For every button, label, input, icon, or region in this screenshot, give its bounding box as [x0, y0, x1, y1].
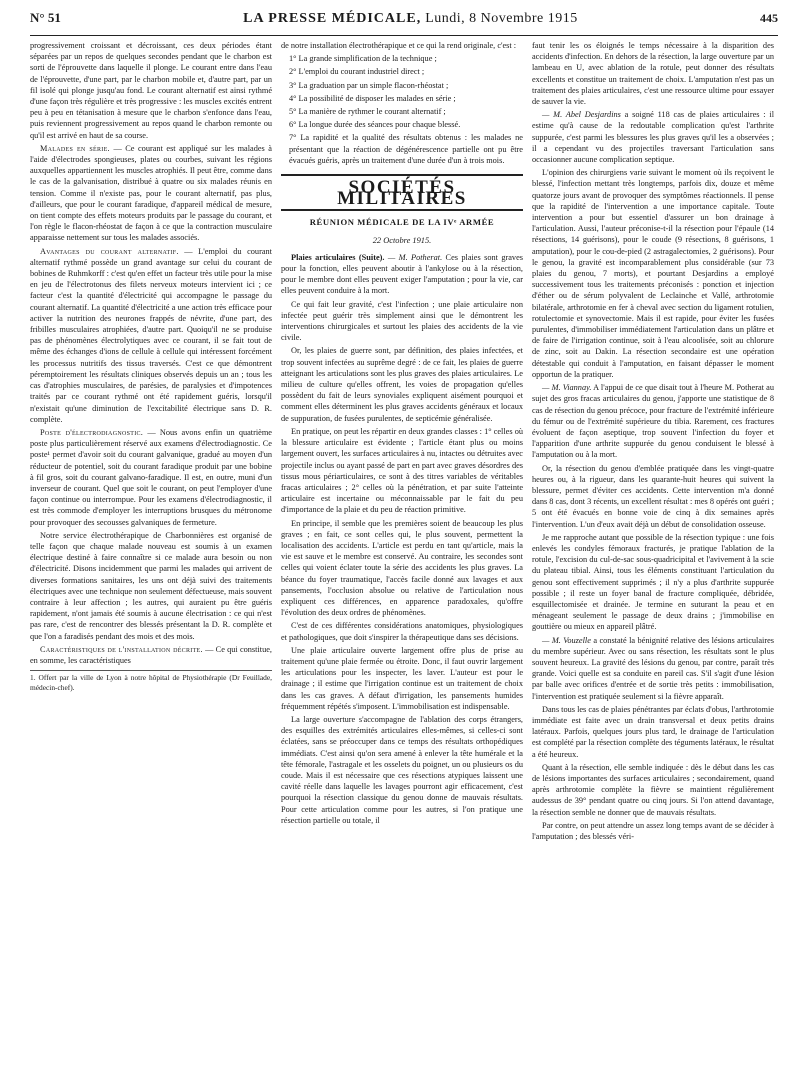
paragraph: Quant à la résection, elle semble indiquée : dès le début dans les cas de lésions importantes des surfaces articulaires ; secondairement, quand après arthrotomie complète la fièvre se maintient régulièrement audessus de 39° pendant quatre ou cinq jours. Si l'on attend davantage, la résection semble ne donner que de mauvais résultats.	[532, 762, 774, 817]
paragraph-text: — Nous avons enfin un quatrième poste plus particulièrement réservé aux examens d'électrodiagnostic. Ce poste¹ permet d'avoir soit du courant galvanique, gradué au moyen d'un réducteur de potentiel, soit du courant faradique produit par une bobine à fil gros, soit du courant galvano-faradique. Il est, en outre, muni d'un inverseur de courant. Quel que soit le courant, on peut l'employer d'une façon continue ou interrompue. Pour les examens d'électrodiagnostic, il est très commode d'employer les interruptions brusques du métronome pour provoquer des secousses galvaniques de fermeture.	[30, 427, 272, 527]
paragraph	[532, 382, 774, 460]
paragraph-text: a constaté la bénignité relative des lésions articulaires du membre supérieur. Avec ou sans résection, les résultats sont le plus souvent heureux. La gravité des lésions du genou, par contre, paraît très grande. Voici quelle est sa conduite en pareil cas. S'il s'agit d'une lésion par balle avec orifices d'entrée et de sortie très petits : immobilisation, l'intervention est pratiquée seulement si la fièvre apparaît.	[532, 635, 774, 701]
run-in-heading: Poste d'électrodiagnostic.	[40, 427, 144, 437]
list-item: 6° La longue durée des séances pour chaque blessé.	[289, 120, 461, 130]
paragraph: progressivement croissant et décroissant, ces deux périodes étant séparées par un repos de quelques secondes pendant que le charbon est sorti de l'éprouvette dans laquelle il plonge. Le courant entre dans l'eau de l'éprouvette, d'une part, par le charbon mobile et, d'autre part, par un fil isolé qui plonge jusqu'au fond. Le courant alternatif est ainsi rythmé d'une façon très régulière et très progressive : les muscles excités entrent peu à peu en tétanisation à mesure que le charbon s'enfonce dans l'eau, puis reviennent progressivement au repos quand le charbon remonte ou qu'il est arrivé en haut de sa course.	[30, 41, 272, 140]
text-columns	[30, 40, 778, 1080]
column-2	[281, 40, 523, 1080]
paragraph: La large ouverture s'accompagne de l'ablation des corps étrangers, des esquilles des extrémités articulaires elles-mêmes, si celles-ci sont éclatées, sans se préoccuper dans ce temps des résultats orthopédiques immédiats. C'est ainsi qu'on sera amené à enlever la tête humérale et la tête fémorale, l'astragale et les osselets du poignet, un ou plusieurs os du coude. Mais il est nécessaire que ces résections atypiques laissent une cavité réelle dans laquelle les lavages pourront agir efficacement, c'est pourquoi la résection classique du genou donne de mauvais résultats. Pour cette articulation comme pour les autres, si l'on pratique une résection partielle ou totale, il	[281, 714, 523, 825]
paragraph-text: a soigné 118 cas de plaies articulaires : il estime qu'à cause de la redoutable complication qu'est l'arthrite suppurée, c'est parmi les blessures les plus graves qu'il les a observées ; il a cependant vu des projectiles traversant l'articulation sans occasionner aucune complication septique.	[532, 110, 774, 165]
paragraph	[532, 109, 774, 165]
paragraph: Une plaie articulaire ouverte largement offre plus de prise au traitement qu'une plaie fermée ou étroite. Donc, il faut ouvrir largement les articulations pour les inspecter, les laver. L'auteur est pour le drainage ; il estime que l'irrigation continue est un traitement de choix dans les cas graves. A défaut d'irrigation, les pansements humides fréquemment répétés s'imposent. L'immobilisation est indispensable.	[281, 645, 523, 711]
paragraph: L'opinion des chirurgiens varie suivant le moment où ils reçoivent le blessé, l'infection mettant très longtemps, parfois dix, douze et même quatorze jours avant de provoquer des symptômes réactionnels. Il pense que la rapidité de l'intervention a une importance capitale. Toute intervention a pour but essentiel d'assurer un bon drainage à l'articulation. Aussi, l'auteur préconise-t-il la résection pour l'épaule (14 résections, 14 guérisons), pour le coude (9 résections, 8 guérisons, 1 amputation), pour le cou-de-pied (2 astragalectomies, 2 guérisons). Pour le genou, la gravité est incomparablement plus considérable (sur 73 plaies du genou, 7 morts), et pourtant Desjardins a employé successivement tous les traitements préconisés : ponction et injection d'éther ou de sérum polyvalent de Leclainche et Vallé, arthrotomie bilatérale, arthrotomie en fer à cheval avec section du ligament rotulien, rotulectomie et synovectomie. Mais il est rapide, pour éviter les fusées purulentes, d'immobiliser immédiatement l'articulation dans un plâtre et de faire de l'irrigation continue, soit à l'eau alcoolisée, soit au chlorure de zinc, soit au Dakin. La résection secondaire est une opération détestable qui conduit à l'amputation, en faisant dépasser le moment opportun de la pratiquer.	[532, 168, 774, 379]
page-number: 445	[760, 11, 778, 25]
paragraph	[30, 143, 272, 244]
paragraph	[532, 635, 774, 702]
list-item: 3° La graduation par un simple flacon-rhéostat ;	[289, 80, 449, 90]
paragraph: Je me rapproche autant que possible de la résection typique : une fois enlevés les condyles fémoraux fracturés, je pratique l'ablation de la rotule, l'excision du cul-de-sac sous-quadricipital et l'avivement à la scie du plateau tibial. Ainsi, tous les éléments constituant l'articulation du genou sont effectivement supprimés ; il n'y a plus d'arthrite suppurée possible ; il reste un foyer banal de fracture compliquée, débridée, esquillectomisée et drainée. Je termine en suturant la peau et en ménageant seulement le passage de deux drains ; j'immobilise en gouttière ou mieux en appareil plâtré.	[532, 532, 774, 632]
paragraph-text: Ces plaies sont graves pour la fonction, elles peuvent aboutir à l'ankylose ou à la résection, pour le membre dont elles peuvent exiger l'amputation ; pour la vie, car elles peuvent conduire à la mort.	[281, 252, 523, 296]
paragraph: Or, la résection du genou d'emblée pratiquée dans les vingt-quatre heures ou, à la rigueur, dans les quarante-huit heures qui suivent la blessure, permet d'éviter ces accidents. Cette intervention m'a donné dans 8 cas, dont 3 récents, un excellent résultat : mes 8 opérés ont guéri ; 5 ont été évacués en bonne voie de cinq à dix semaines après l'intervention. L'un d'eux avait déjà un début de consolidation osseuse.	[532, 463, 774, 529]
paragraph: C'est de ces différentes considérations anatomiques, physiologiques et pathologiques, que doit s'inspirer la thérapeutique dans ses décisions.	[281, 621, 523, 642]
column-1	[30, 40, 272, 1080]
issue-date: Lundi, 8 Novembre 1915	[425, 11, 578, 26]
paragraph: Par contre, on peut attendre un assez long temps avant de se décider à l'amputation ; des blessés véri-	[532, 820, 774, 842]
paragraph: de notre installation électrothérapique et ce qui la rend originale, c'est :	[281, 41, 517, 50]
list-item: 4° La possibilité de disposer les malades en série ;	[289, 93, 456, 103]
section-title: SOCIÉTÉS MILITAIRES	[281, 174, 523, 211]
list-item: 1° La grande simplification de la technique ;	[289, 54, 437, 64]
meeting-title: RÉUNION MÉDICALE DE LA IVᵉ ARMÉE	[309, 217, 495, 228]
article-title: Plaies articulaires (Suite).	[291, 252, 385, 262]
author-name: — M. Potherat.	[384, 252, 443, 262]
paragraph: faut tenir les os éloignés le temps nécessaire à la disparition des accidents d'infection. En dehors de la résection, la large ouverture par un lambeau en U, avec ablation de la rotule, peut donner des résultats excellents et constitue un traitement de choix. L'amputation n'est pas un traitement des plaies articulaires, c'est une ressource ultime pour essayer de sauver la vie.	[532, 41, 774, 107]
list-item: 7° La rapidité et la qualité des résultats obtenus : les malades ne présentant que la réaction de dégénérescence partielle ont pu être évacués guéris, après un traitement d'une durée d'un à trois mois.	[289, 133, 523, 165]
paragraph: En pratique, on peut les répartir en deux grandes classes : 1° celles où la blessure articulaire est évidente ; l'article étant plus ou moins largement ouvert, les surfaces articulaires à nu, intactes ou détruites avec projectile inclus ou ayant passé de part en part avec graves désordres des tissus mous périarticulaires, ce sont à des titres variables de véritables fracas articulaires ; 2° celles où la pénétration, et par suite l'atteinte articulaire est incertaine ou méconnaissable par le fait du peu d'importance de la plaie et du peu de réaction primitive.	[281, 426, 523, 515]
journal-title: LA PRESSE MÉDICALE,	[243, 11, 422, 26]
author-name: — M. Vouzelle	[542, 635, 591, 645]
paragraph-text: — L'emploi du courant alternatif rythmé possède un grand avantage sur celui du courant de bobines de Ruhmkorff : c'est qu'en effet un facteur très utile pour la mise en jeu de l'électrotonus des filets nerveux moteurs intervient ici ; ce facteur c'est la quantité d'électricité qui accompagne le passage du courant alternatif. La quantité d'électricité a une action très efficace pour activer la nutrition des neurones frappés de névrite, d'une part, des fribilles musculaires atrophiées, d'autre part. Quoiqu'il ne se produise pas de phénomènes électrolytiques avec ce courant, il se fait tout de même des échanges d'ions de cellule à cellule qui intéressent forcément les processus nutritifs des tissus traversés. C'est ce que démontrent péremptoirement les résultats cliniques observés depuis un an ; tous les cas d'atrophies musculaires, de parésies, de paralysies et d'impotences traités par ce courant rythmé ont été rapidement guéris, lorsqu'il n'existait qu'une diminution de l'excitabilité électrique sans D. R. complète.	[30, 246, 272, 424]
paragraph-text: — Ce courant est appliqué sur les malades à l'aide d'électrodes spongieuses, plates ou courbes, suivant les régions auxquelles appartiennent les muscles atrophiés. Il peut être, comme dans le cas de la galvanisation, distribué à quatre ou six malades réunis en tension. Comme il n'existe pas, pour le courant alternatif, pas plus, d'ailleurs, que pour le courant faradique, d'appareil médical de mesure, on tient compte des effets moteurs produits par le passage du courant, et l'on règle le flacon-rhéostat de façon à ce que la contraction musculaire apparaisse nettement sur tous les malades associés.	[30, 143, 272, 243]
list-item: 5° La manière de rythmer le courant alternatif ;	[289, 107, 446, 117]
paragraph	[30, 246, 272, 425]
paragraph: Dans tous les cas de plaies pénétrantes par éclats d'obus, l'arthrotomie immédiate est faite avec un drain transversal et deux petits drains latéraux. Parfois, quelques jours plus tard, le drainage de l'articulation est complété par la résection complète des téguments latéraux, le résultat a été heureux.	[532, 704, 774, 759]
paragraph	[281, 252, 523, 297]
running-header	[30, 10, 778, 36]
feature-list	[281, 53, 523, 166]
paragraph: Notre service électrothérapique de Charbonnières est organisé de telle façon que chaque malade nouveau est soumis à un examen électrique destiné à faire connaître si ce malade aura besoin ou non d'électricité. Disons incidemment que parmi les malades qui arrivent de diverses formations sanitaires, les uns ont déjà suivi des traitements électriques avec une technique non seulement défectueuse, mais souvent contraire à leur affection ; les autres, qui auraient pu être guéris rapidement, n'ont jamais été soumis à aucune électrisation : ce qui n'est pas rare, c'est de rencontrer des blessés présentant la D. R. complète et que l'on a faradisés pendant des mois et des mois.	[30, 530, 272, 641]
paragraph: En principe, il semble que les premières soient de beaucoup les plus graves ; en fait, ce sont celles qui, le plus souvent, permettent la localisation des accidents. L'article est perdu en tant qu'article, mais la vie est sauve et le membre est conservé. Au contraire, les secondes sont celles qui voient éclater toute la série des accidents les plus graves. La béance du foyer traumatique, l'accès facile donné aux lavages et aux pansements, l'occlusion absolue ou relative de l'articulation nous expliquent ces différences, en apparence paradoxales, qu'offre l'évolution des deux ordres de phénomènes.	[281, 518, 523, 618]
run-in-heading: Avantages du courant alternatif.	[40, 246, 179, 256]
footnote	[30, 670, 272, 692]
paragraph	[30, 427, 272, 528]
issue-number: N° 51	[30, 10, 61, 25]
author-name: — M. Abel Desjardins	[542, 110, 621, 120]
paragraph: Or, les plaies de guerre sont, par définition, des plaies infectées, et trop souvent infectées au suprême degré : de ce fait, les plaies de guerre atteignant les articulations sont les plus graves des plaies articulaires. Le milieu de culture qu'elles offrent, les voies de propagation qu'elles possèdent du fait de leurs synoviales expliquent aisément pourquoi et comment elles déterminent les plus graves accidents généraux et locaux de suppuration, de fusées purulentes, de septicémie généralisée.	[281, 346, 523, 423]
meeting-date: 22 Octobre 1915.	[372, 235, 432, 245]
paragraph: Ce qui fait leur gravité, c'est l'infection ; une plaie articulaire non infectée peut guérir très simplement ainsi que le démontrent les interventions chirurgicales et surtout les plaies des accidents de la vie civile.	[281, 299, 523, 343]
author-name: — M. Viannay.	[542, 383, 592, 393]
paragraph-text: — Ce qui constitue, en somme, les caractéristiques	[30, 644, 272, 665]
paragraph	[30, 644, 272, 666]
run-in-heading: Malades en série.	[40, 143, 110, 153]
column-3	[532, 40, 774, 1080]
journal-line	[243, 11, 578, 27]
run-in-heading: Caractéristiques de l'installation décrite.	[40, 644, 203, 654]
paragraph-text: A l'appui de ce que disait tout à l'heure M. Potherat au sujet des gros fracas articulaires du genou, j'apporte une statistique de 8 cas de résection du genou précoce, pour fracture de l'extrémité inférieure du fémur ou de l'extrémité supérieure du tibia. Rarement, ces fractures évoluent de façon aseptique, trop souvent l'infection du foyer et l'apparition d'une arthrite suppurée du genou conduisent le blessé à l'amputation ou à la mort.	[532, 383, 774, 460]
footnote-text: 1. Offert par la ville de Lyon à notre hôpital de Physiothérapie (Dr Feuillade, médecin-chef).	[30, 673, 272, 692]
list-item: 2° L'emploi du courant industriel direct ;	[289, 67, 425, 77]
